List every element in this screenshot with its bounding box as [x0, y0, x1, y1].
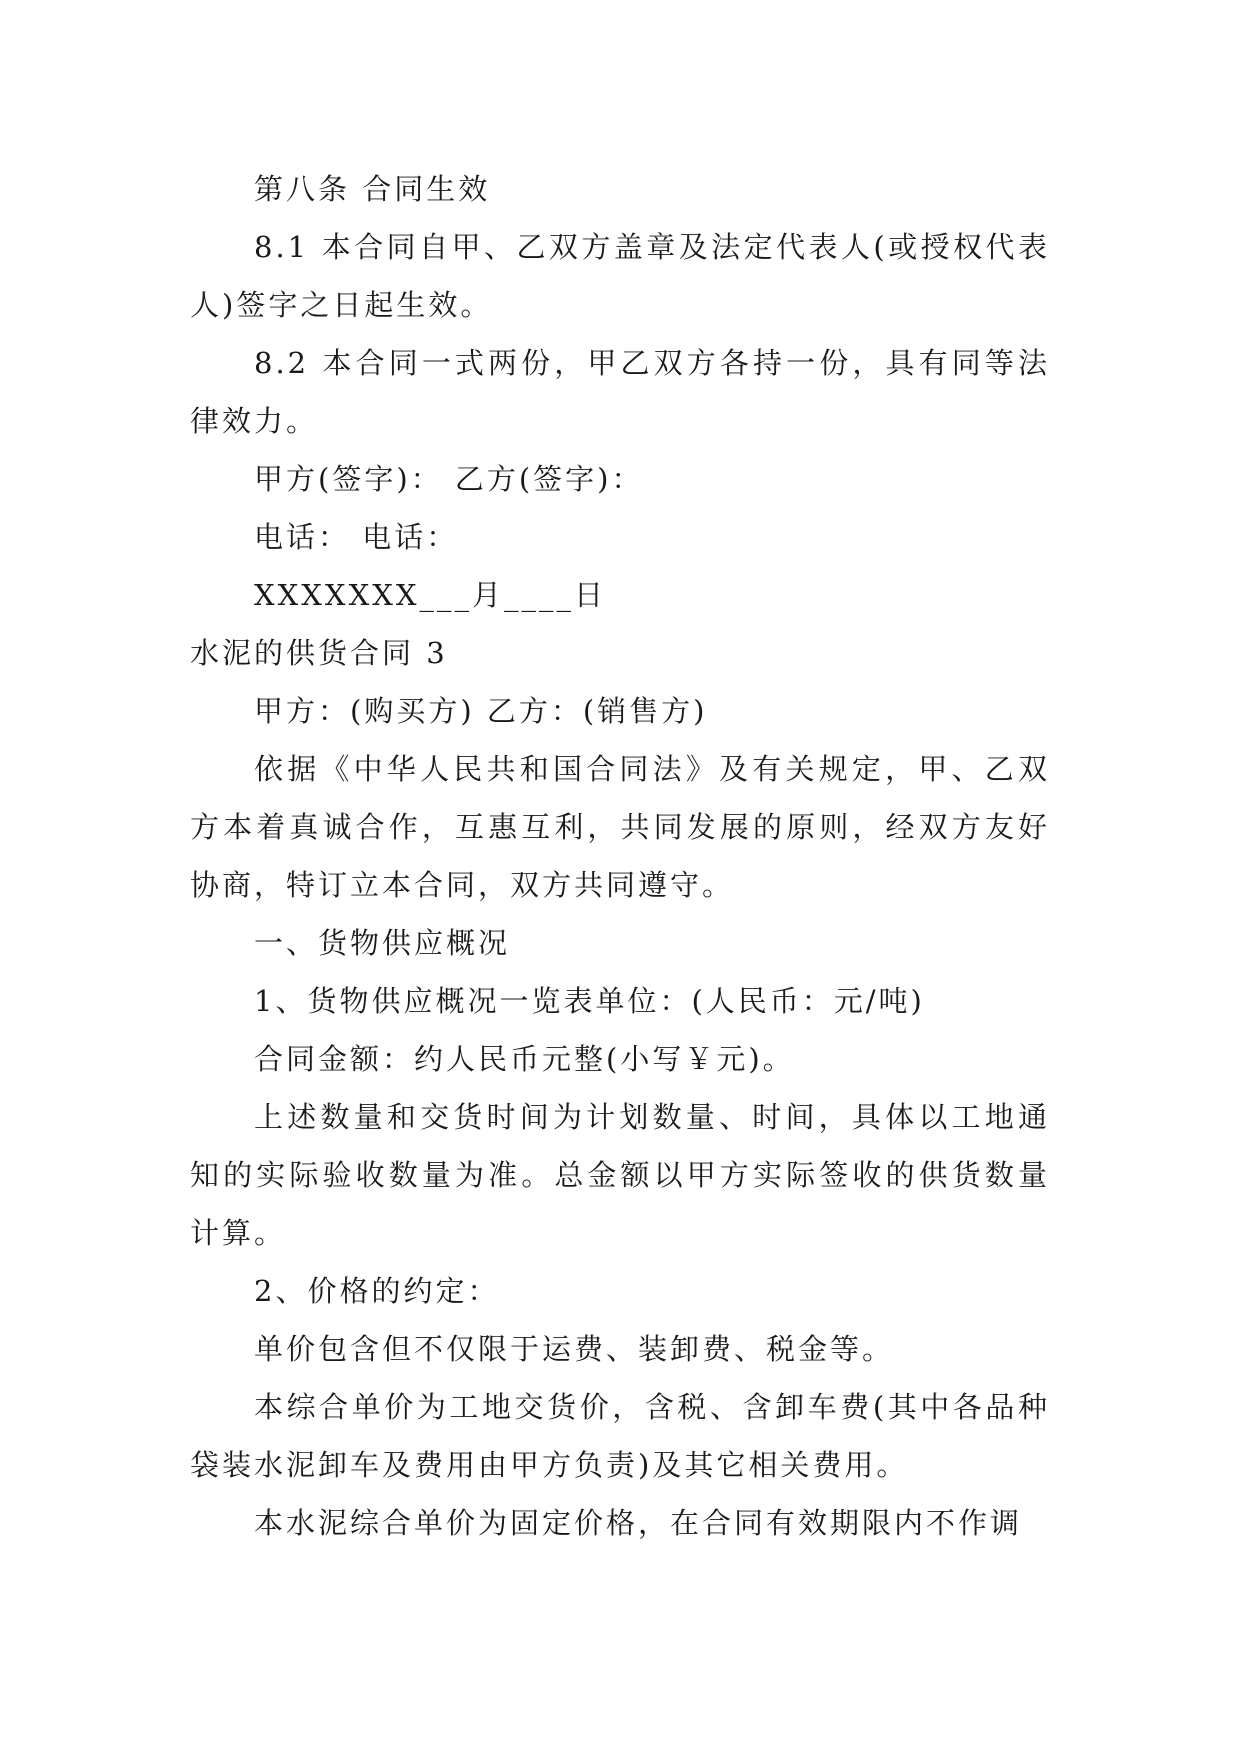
unit-price-includes: 单价包含但不仅限于运费、装卸费、税金等。 — [254, 1332, 895, 1366]
preamble-paragraph: 依据《中华人民共和国合同法》及有关规定，甲、乙双方本着真诚合作，互惠互利，共同发展的原则，经双方友好协商，特订立本合同，双方共同遵守。 — [190, 752, 1050, 902]
item-supply-overview: 1、货物供应概况一览表单位：(人民币：元/吨) — [254, 984, 925, 1018]
section-heading-goods-supply: 一、货物供应概况 — [254, 926, 511, 960]
fixed-price-paragraph: 本水泥综合单价为固定价格，在合同有效期限内不作调 — [254, 1506, 1023, 1540]
contract-title: 水泥的供货合同 3 — [190, 636, 448, 670]
clause-8-1: 8.1 本合同自甲、乙双方盖章及法定代表人(或授权代表人)签字之日起生效。 — [190, 230, 1050, 322]
parties-line: 甲方：(购买方) 乙方：(销售方) — [254, 694, 708, 728]
item-price-agreement: 2、价格的约定： — [254, 1274, 500, 1308]
document-body — [190, 160, 1050, 1552]
phone-line: 电话： 电话： — [254, 520, 459, 554]
date-line: XXXXXXX___月____日 — [254, 578, 607, 612]
quantity-note-paragraph: 上述数量和交货时间为计划数量、时间，具体以工地通知的实际验收数量为准。总金额以甲方实际签收的供货数量计算。 — [190, 1100, 1050, 1250]
signature-line: 甲方(签字)： 乙方(签字)： — [254, 462, 644, 496]
composite-unit-price-paragraph: 本综合单价为工地交货价，含税、含卸车费(其中各品种袋装水泥卸车及费用由甲方负责)及其它相关费用。 — [190, 1390, 1050, 1482]
contract-amount-line: 合同金额：约人民币元整(小写￥元)。 — [254, 1042, 795, 1076]
clause-8-2: 8.2 本合同一式两份，甲乙双方各持一份，具有同等法律效力。 — [190, 346, 1050, 438]
article-heading: 第八条 合同生效 — [254, 172, 491, 206]
